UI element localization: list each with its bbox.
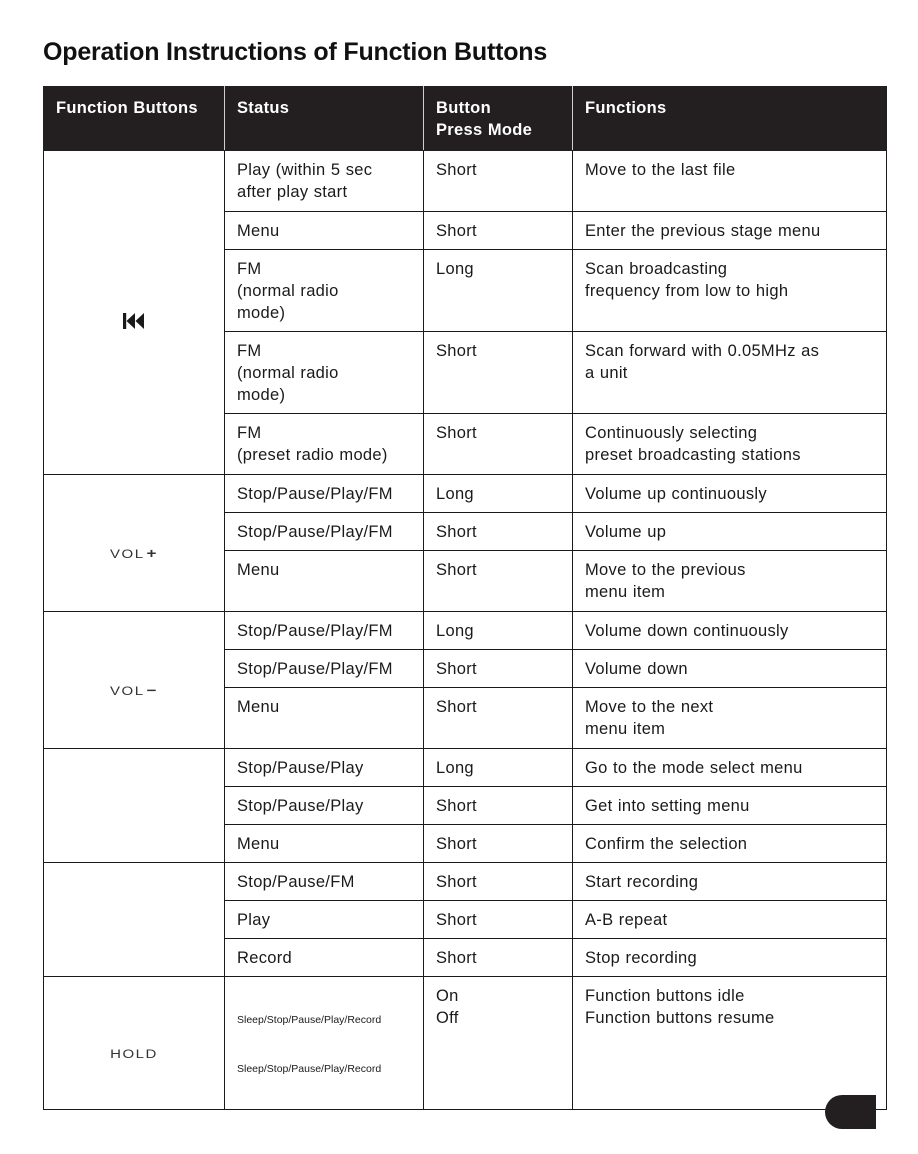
function-cell: Scan broadcasting frequency from low to high xyxy=(573,250,887,332)
table-row xyxy=(44,612,887,650)
status-cell: Menu xyxy=(225,212,424,250)
button-cell-mode xyxy=(44,749,225,863)
press-mode-cell: Long xyxy=(424,475,573,513)
function-cell: Volume up continuously xyxy=(573,475,887,513)
press-mode-cell: Short xyxy=(424,551,573,612)
button-cell-record xyxy=(44,863,225,977)
press-mode-cell: Long xyxy=(424,250,573,332)
skip-previous-icon xyxy=(122,311,146,331)
press-mode-cell: On Off xyxy=(424,977,573,1110)
status-cell: FM (normal radio mode) xyxy=(225,250,424,332)
press-mode-cell: Short xyxy=(424,513,573,551)
function-cell: A-B repeat xyxy=(573,901,887,939)
table-row xyxy=(44,863,887,901)
press-mode-cell: Long xyxy=(424,749,573,787)
status-cell: FM (normal radio mode) xyxy=(225,332,424,414)
status-cell: Menu xyxy=(225,825,424,863)
status-line: Sleep/Stop/Pause/Play/Record xyxy=(237,1014,382,1026)
vol-text: VOL xyxy=(110,684,145,698)
function-cell: Enter the previous stage menu xyxy=(573,212,887,250)
press-mode-cell: Short xyxy=(424,650,573,688)
press-mode-cell: Short xyxy=(424,939,573,977)
button-cell-vol-down xyxy=(44,612,225,749)
status-cell: Play (within 5 sec after play start xyxy=(225,151,424,212)
function-cell: Move to the last file xyxy=(573,151,887,212)
press-mode-cell: Short xyxy=(424,151,573,212)
function-cell: Move to the next menu item xyxy=(573,688,887,749)
status-cell: Stop/Pause/Play xyxy=(225,787,424,825)
status-cell: Stop/Pause/Play/FM xyxy=(225,612,424,650)
press-mode-cell: Short xyxy=(424,825,573,863)
status-cell: Menu xyxy=(225,551,424,612)
press-mode-cell: Long xyxy=(424,612,573,650)
function-cell: Stop recording xyxy=(573,939,887,977)
status-cell: Stop/Pause/Play/FM xyxy=(225,513,424,551)
button-cell-vol-up xyxy=(44,475,225,612)
function-cell: Get into setting menu xyxy=(573,787,887,825)
function-cell: Move to the previous menu item xyxy=(573,551,887,612)
function-cell: Function buttons idle Function buttons resume xyxy=(573,977,887,1110)
table-row xyxy=(44,977,887,1110)
status-cell: Stop/Pause/Play xyxy=(225,749,424,787)
function-cell: Go to the mode select menu xyxy=(573,749,887,787)
status-cell: Stop/Pause/Play/FM xyxy=(225,650,424,688)
minus-icon: − xyxy=(146,682,158,698)
button-cell-previous xyxy=(44,151,225,475)
header-button-press-mode: Button Press Mode xyxy=(424,87,573,151)
status-cell: Play xyxy=(225,901,424,939)
function-cell: Scan forward with 0.05MHz as a unit xyxy=(573,332,887,414)
vol-text: VOL xyxy=(110,547,145,561)
table-header-row xyxy=(44,87,887,151)
press-mode-cell: Short xyxy=(424,901,573,939)
status-cell: Stop/Pause/Play/FM xyxy=(225,475,424,513)
page-title: Operation Instructions of Function Buttons xyxy=(43,38,548,66)
page-number-tab xyxy=(825,1095,876,1129)
function-buttons-table xyxy=(43,86,887,1110)
status-cell: Record xyxy=(225,939,424,977)
press-mode-cell: Short xyxy=(424,212,573,250)
press-mode-cell: Short xyxy=(424,688,573,749)
status-cell: Stop/Pause/FM xyxy=(225,863,424,901)
status-cell xyxy=(225,977,424,1110)
function-cell: Volume down xyxy=(573,650,887,688)
header-function-buttons: Function Buttons xyxy=(44,87,225,151)
press-mode-cell: Short xyxy=(424,863,573,901)
status-cell: FM (preset radio mode) xyxy=(225,414,424,475)
function-cell: Start recording xyxy=(573,863,887,901)
table-row xyxy=(44,475,887,513)
function-cell: Volume up xyxy=(573,513,887,551)
press-mode-cell: Short xyxy=(424,787,573,825)
press-mode-cell: Short xyxy=(424,414,573,475)
header-status: Status xyxy=(225,87,424,151)
vol-down-label xyxy=(110,682,158,700)
function-cell: Confirm the selection xyxy=(573,825,887,863)
button-cell-hold xyxy=(44,977,225,1110)
function-cell: Volume down continuously xyxy=(573,612,887,650)
status-line: Sleep/Stop/Pause/Play/Record xyxy=(237,1063,382,1075)
hold-label: HOLD xyxy=(110,1047,158,1061)
plus-icon: + xyxy=(146,545,158,561)
header-functions: Functions xyxy=(573,87,887,151)
vol-up-label xyxy=(110,545,158,563)
function-cell: Continuously selecting preset broadcasting stations xyxy=(573,414,887,475)
status-cell: Menu xyxy=(225,688,424,749)
table-row xyxy=(44,151,887,212)
table-row xyxy=(44,749,887,787)
press-mode-cell: Short xyxy=(424,332,573,414)
